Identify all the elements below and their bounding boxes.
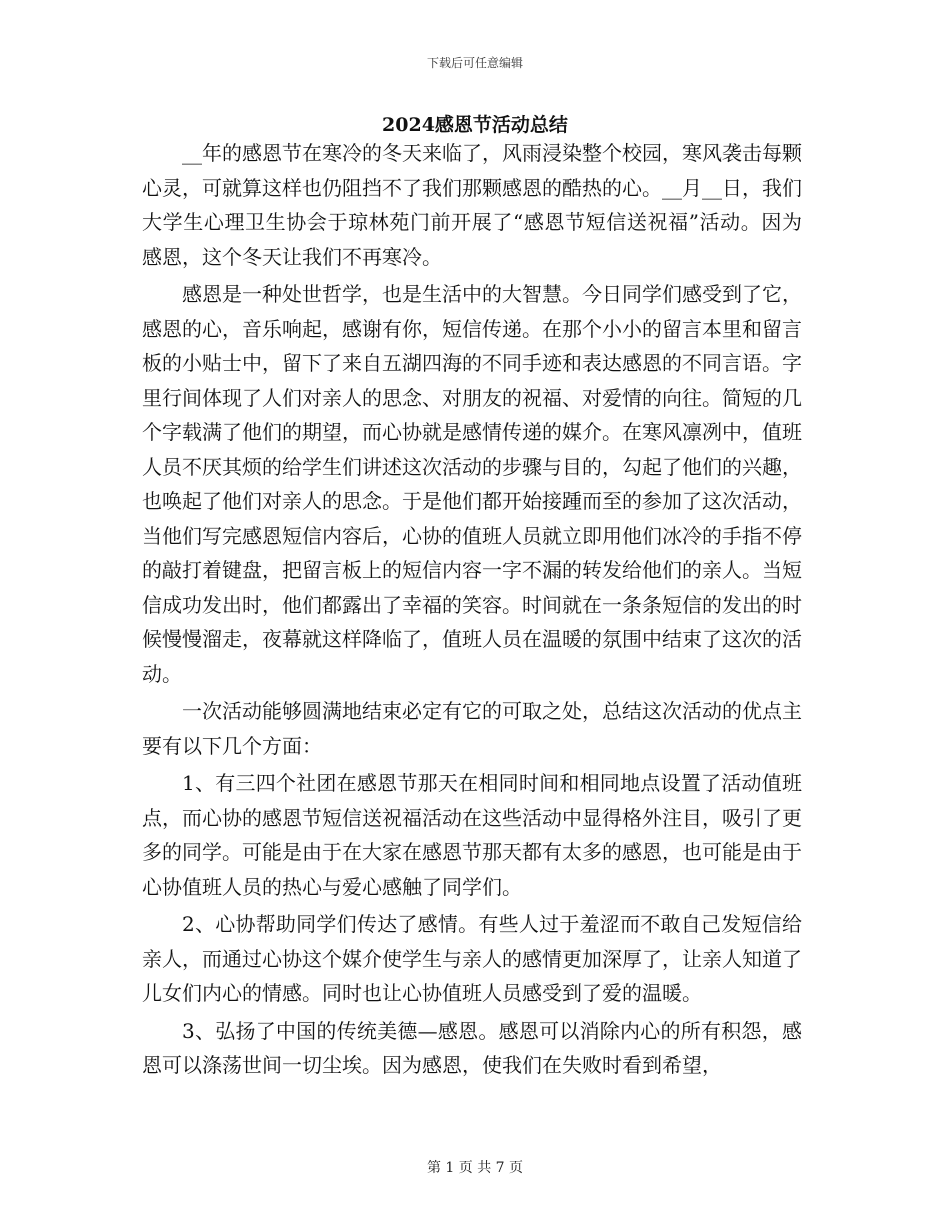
paragraph-activity: 感恩是一种处世哲学，也是生活中的大智慧。今日同学们感受到了它，感恩的心，音乐响起，感谢有你，短信传递。在那个小小的留言本里和留言板的小贴士中，留下了来自五湖四海的不同手迹和表达感恩的不同言语。字里行间体现了人们对亲人的思念、对朋友的祝福、对爱情的向往。简短的几个字载满了他们的期望，而心协就是感情传递的媒介。在寒风凛冽中，值班人员不厌其烦的给学生们讲述这次活动的步骤与目的，勾起了他们的兴趣，也唤起了他们对亲人的思念。于是他们都开始接踵而至的参加了这次活动，当他们写完感恩短信内容后，心协的值班人员就立即用他们冰冷的手指不停的敲打着键盘，把留言板上的短信内容一字不漏的转发给他们的亲人。当短信成功发出时，他们都露出了幸福的笑容。时间就在一条条短信的发出的时候慢慢溜走，夜幕就这样降临了，值班人员在温暖的氛围中结束了这次的活动。 xyxy=(142,282,802,686)
page-indicator: 第 1 页 共 7 页 xyxy=(426,1160,524,1176)
paragraph-point-1: 1、有三四个社团在感恩节那天在相同时间和相同地点设置了活动值班点，而心协的感恩节短信送祝福活动在这些活动中显得格外注目，吸引了更多的同学。可能是由于在大家在感恩节那天都有太多的感恩，也可能是由于心协值班人员的热心与爱心感触了同学们。 xyxy=(142,771,802,899)
paragraph-intro: __年的感恩节在寒冷的冬天来临了，风雨浸染整个校园，寒风袭击每颗心灵，可就算这样也仍阻挡不了我们那颗感恩的酷热的心。__月__日，我们大学生心理卫生协会于琼林苑门前开展了“感恩节短信送祝福”活动。因为感恩，这个冬天让我们不再寒冷。 xyxy=(142,141,802,269)
paragraph-summary-lead: 一次活动能够圆满地结束必定有它的可取之处，总结这次活动的优点主要有以下几个方面： xyxy=(142,699,802,758)
paragraph-point-2: 2、心协帮助同学们传达了感情。有些人过于羞涩而不敢自己发短信给亲人，而通过心协这个媒介使学生与亲人的感情更加深厚了，让亲人知道了儿女们内心的情感。同时也让心协值班人员感受到了爱的温暖。 xyxy=(142,912,802,1005)
document-title: 2024感恩节活动总结 xyxy=(382,114,568,136)
header-note: 下载后可任意编辑 xyxy=(426,56,523,70)
paragraph-point-3: 3、弘扬了中国的传统美德—感恩。感恩可以消除内心的所有积怨，感恩可以涤荡世间一切尘埃。因为感恩，使我们在失败时看到希望， xyxy=(142,1018,802,1077)
document-body xyxy=(142,136,802,1086)
